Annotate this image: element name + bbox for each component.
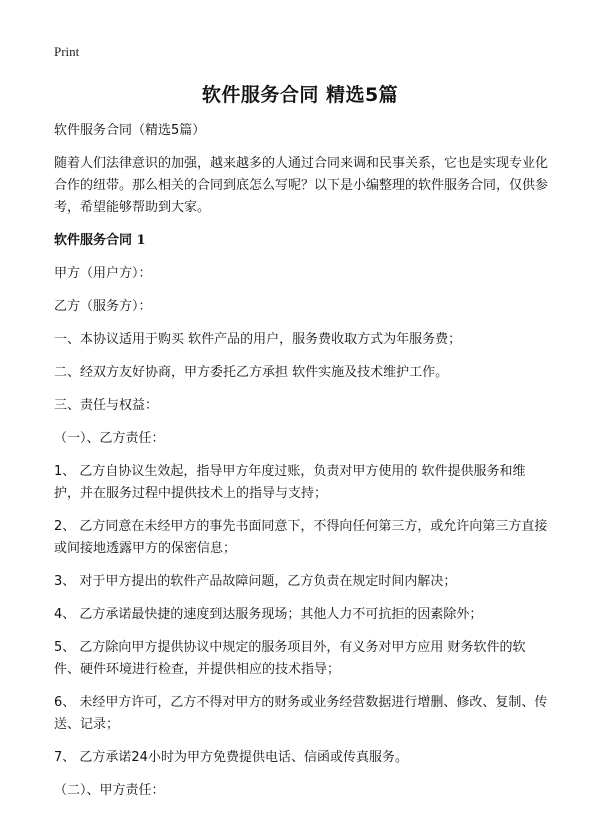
document-body xyxy=(54,120,550,813)
sub-heading-party-b-duties: （一）、乙方责任： xyxy=(54,431,165,446)
list-item: 2、 乙方同意在未经甲方的事先书面同意下，不得向任何第三方，或允许向第三方直接或间接地透露甲方的保密信息； xyxy=(54,519,548,556)
clause-1: 一、本协议适用于购买 软件产品的用户，服务费收取方式为年服务费； xyxy=(54,332,462,347)
clause-3: 三、责任与权益： xyxy=(54,398,159,413)
section-heading: 软件服务合同 1 xyxy=(54,233,146,248)
list-item: 7、 乙方承诺24小时为甲方免费提供电话、信函或传真服务。 xyxy=(54,750,408,765)
list-item: 5、 乙方除向甲方提供协议中规定的服务项目外，有义务对甲方应用 财务软件的软件、硬件环境进行检查，并提供相应的技术指导； xyxy=(54,640,526,677)
sub-heading-party-a-duties: （二）、甲方责任： xyxy=(54,783,165,798)
party-a-line: 甲方（用户方）： xyxy=(54,266,152,281)
list-item: 1、 乙方自协议生效起，指导甲方年度过账，负责对甲方使用的 软件提供服务和维护，并在服务过程中提供技术上的指导与支持； xyxy=(54,464,526,501)
list-item: 4、 乙方承诺最快捷的速度到达服务现场；其他人力不可抗拒的因素除外； xyxy=(54,607,483,622)
list-item: 3、 对于甲方提出的软件产品故障问题，乙方负责在规定时间内解决； xyxy=(54,574,457,589)
list-item: 6、 未经甲方许可，乙方不得对甲方的财务或业务经营数据进行增删、修改、复制、传送、记录； xyxy=(54,695,548,732)
document-subtitle: 软件服务合同（精选5篇） xyxy=(54,123,206,138)
document-title: 软件服务合同 精选5篇 xyxy=(201,84,399,106)
intro-paragraph: 随着人们法律意识的加强，越来越多的人通过合同来调和民事关系，它也是实现专业化合作的纽带。那么相关的合同到底怎么写呢？以下是小编整理的软件服务合同，仅供参考，希望能够帮助到大家。 xyxy=(54,156,549,215)
clause-2: 二、经双方友好协商，甲方委托乙方承担 软件实施及技术维护工作。 xyxy=(54,365,449,380)
party-b-line: 乙方（服务方）： xyxy=(54,299,152,314)
print-label[interactable]: Print xyxy=(54,44,80,59)
